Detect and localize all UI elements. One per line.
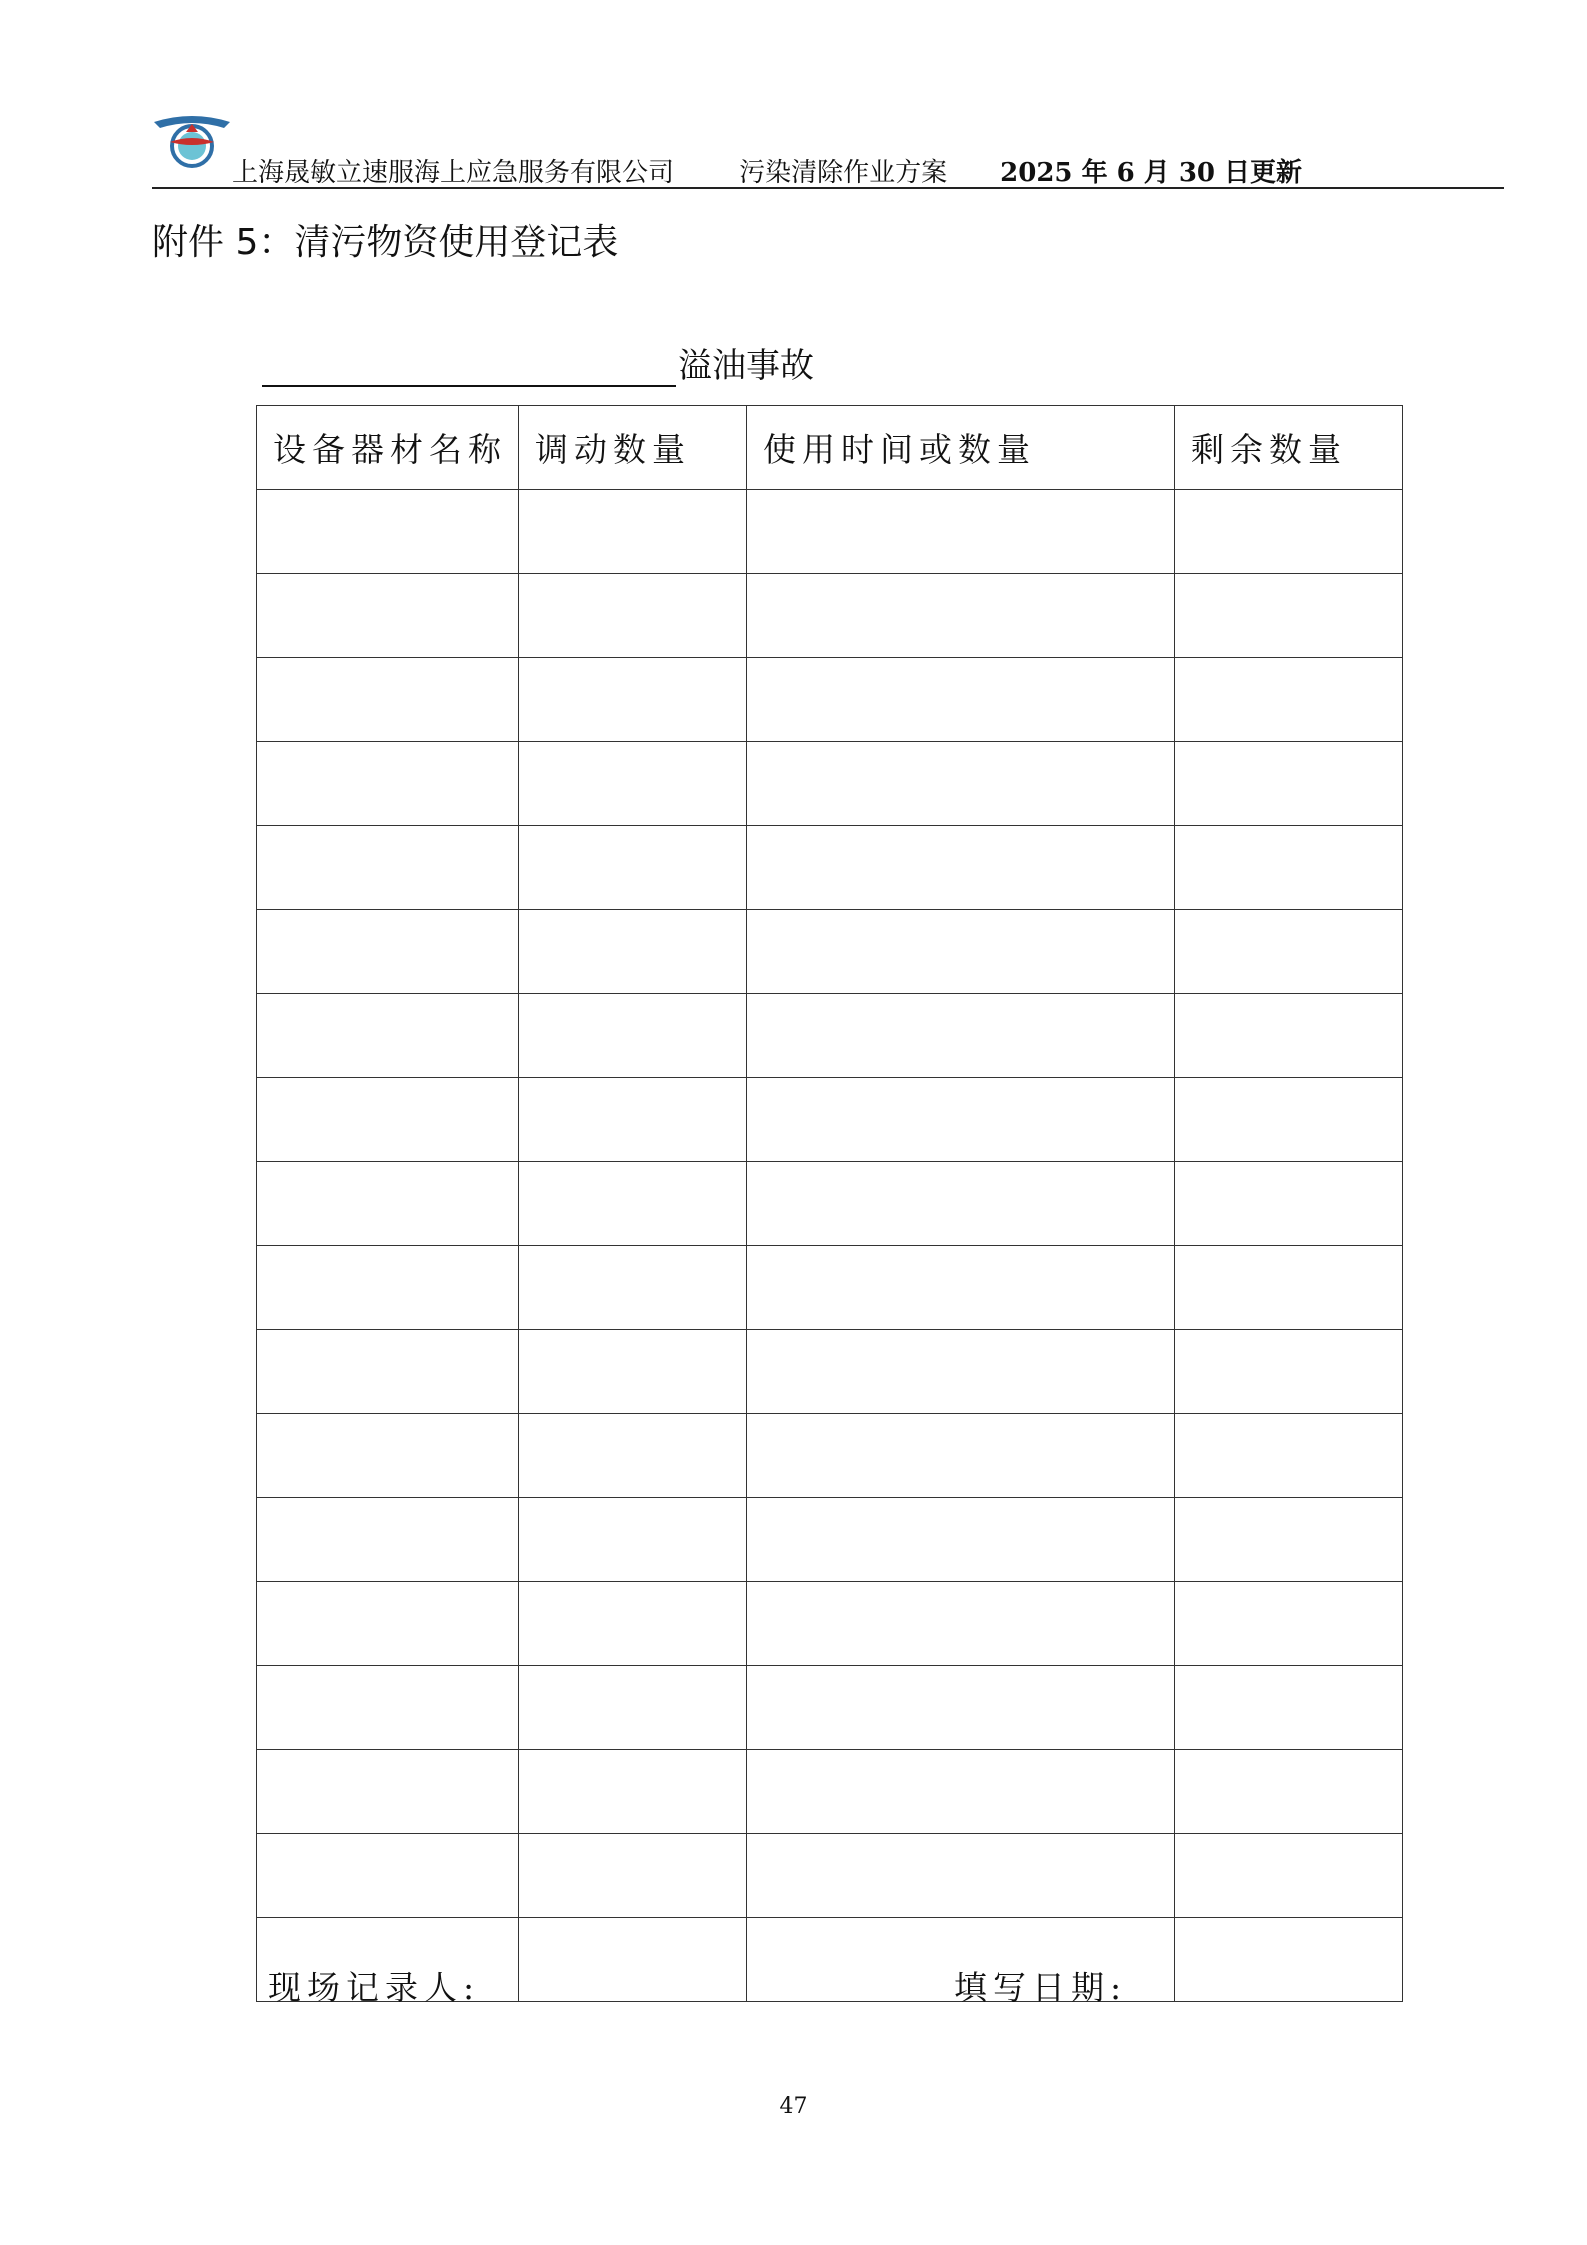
table-cell[interactable]	[747, 1246, 1175, 1330]
header-divider	[152, 187, 1504, 189]
table-cell[interactable]	[1175, 1750, 1403, 1834]
column-header-equipment-name: 设备器材名称	[257, 406, 519, 490]
table-cell[interactable]	[257, 910, 519, 994]
table-cell[interactable]	[519, 1078, 747, 1162]
header-plan-title: 污染清除作业方案	[739, 158, 948, 188]
table-cell[interactable]	[519, 826, 747, 910]
table-cell[interactable]	[1175, 910, 1403, 994]
recorder-label: 现场记录人:	[268, 1968, 481, 2007]
table-cell[interactable]	[1175, 1330, 1403, 1414]
table-cell[interactable]	[519, 1246, 747, 1330]
table-cell[interactable]	[519, 1498, 747, 1582]
table-cell[interactable]	[257, 1414, 519, 1498]
table-row	[257, 1666, 1403, 1750]
table-cell[interactable]	[257, 658, 519, 742]
header-company: 上海晟敏立速服海上应急服务有限公司	[232, 158, 675, 188]
table-cell[interactable]	[519, 1750, 747, 1834]
table-cell[interactable]	[1175, 1582, 1403, 1666]
table-cell[interactable]	[747, 1834, 1175, 1918]
table-cell[interactable]	[257, 1582, 519, 1666]
table-cell[interactable]	[1175, 1246, 1403, 1330]
appendix-title: 附件 5：清污物资使用登记表	[152, 222, 619, 263]
table-cell[interactable]	[519, 1918, 747, 2002]
table-cell[interactable]	[519, 658, 747, 742]
table-cell[interactable]	[747, 994, 1175, 1078]
table-cell[interactable]	[1175, 1414, 1403, 1498]
table-row	[257, 658, 1403, 742]
table-row	[257, 1078, 1403, 1162]
table-cell[interactable]	[1175, 1918, 1403, 2002]
table-cell[interactable]	[257, 742, 519, 826]
table-cell[interactable]	[519, 574, 747, 658]
table-cell[interactable]	[257, 1666, 519, 1750]
table-cell[interactable]	[519, 742, 747, 826]
table-cell[interactable]	[519, 1834, 747, 1918]
table-cell[interactable]	[747, 1666, 1175, 1750]
table-cell[interactable]	[257, 994, 519, 1078]
table-cell[interactable]	[519, 1666, 747, 1750]
table-cell[interactable]	[519, 490, 747, 574]
table-cell[interactable]	[1175, 490, 1403, 574]
table-cell[interactable]	[747, 1498, 1175, 1582]
table-header-row	[257, 406, 1403, 490]
table-cell[interactable]	[257, 1078, 519, 1162]
table-cell[interactable]	[519, 994, 747, 1078]
table-cell[interactable]	[1175, 742, 1403, 826]
table-cell[interactable]	[257, 1162, 519, 1246]
table-cell[interactable]	[747, 742, 1175, 826]
table-cell[interactable]	[519, 1582, 747, 1666]
table-cell[interactable]	[1175, 1078, 1403, 1162]
table-row	[257, 1246, 1403, 1330]
table-row	[257, 1750, 1403, 1834]
table-cell[interactable]	[747, 1750, 1175, 1834]
table-cell[interactable]	[747, 1078, 1175, 1162]
table-row	[257, 490, 1403, 574]
table-cell[interactable]	[519, 1414, 747, 1498]
table-cell[interactable]	[257, 1246, 519, 1330]
table-cell[interactable]	[519, 1330, 747, 1414]
table-row	[257, 1330, 1403, 1414]
table-cell[interactable]	[257, 490, 519, 574]
fill-date-label: 填写日期:	[954, 1968, 1128, 2007]
table-row	[257, 826, 1403, 910]
page-header	[232, 152, 1302, 189]
table-row	[257, 1498, 1403, 1582]
table-cell[interactable]	[1175, 1834, 1403, 1918]
column-header-usage-time-or-quantity: 使用时间或数量	[747, 406, 1175, 490]
table-cell[interactable]	[1175, 1666, 1403, 1750]
table-cell[interactable]	[1175, 658, 1403, 742]
table-row	[257, 910, 1403, 994]
table-row	[257, 574, 1403, 658]
table-cell[interactable]	[519, 910, 747, 994]
table-cell[interactable]	[257, 1750, 519, 1834]
table-cell[interactable]	[747, 490, 1175, 574]
table-cell[interactable]	[747, 910, 1175, 994]
column-header-remaining-quantity: 剩余数量	[1175, 406, 1403, 490]
table-cell[interactable]	[257, 1330, 519, 1414]
incident-name-blank[interactable]	[262, 347, 676, 387]
table-cell[interactable]	[257, 574, 519, 658]
table-cell[interactable]	[1175, 1498, 1403, 1582]
table-cell[interactable]	[747, 1582, 1175, 1666]
table-row	[257, 742, 1403, 826]
table-cell[interactable]	[1175, 994, 1403, 1078]
table-cell[interactable]	[257, 1498, 519, 1582]
table-row	[257, 1414, 1403, 1498]
table-body	[257, 490, 1403, 2002]
table-cell[interactable]	[747, 574, 1175, 658]
table-cell[interactable]	[747, 1414, 1175, 1498]
column-header-dispatched-quantity: 调动数量	[519, 406, 747, 490]
page-number: 47	[779, 2094, 808, 2119]
table-cell[interactable]	[747, 658, 1175, 742]
table-cell[interactable]	[1175, 574, 1403, 658]
table-cell[interactable]	[747, 826, 1175, 910]
table-cell[interactable]	[747, 1330, 1175, 1414]
table-cell[interactable]	[747, 1162, 1175, 1246]
table-cell[interactable]	[1175, 1162, 1403, 1246]
table-cell[interactable]	[1175, 826, 1403, 910]
table-row	[257, 1582, 1403, 1666]
incident-line	[262, 338, 814, 387]
incident-suffix: 溢油事故	[678, 346, 814, 386]
table-cell[interactable]	[519, 1162, 747, 1246]
header-update-date: 2025 年 6 月 30 日更新	[1000, 158, 1303, 188]
table-cell[interactable]	[257, 826, 519, 910]
table-row	[257, 1162, 1403, 1246]
company-logo-icon	[152, 112, 232, 170]
table-row	[257, 1834, 1403, 1918]
table-cell[interactable]	[257, 1834, 519, 1918]
table-row	[257, 994, 1403, 1078]
materials-register-table	[256, 405, 1403, 2002]
